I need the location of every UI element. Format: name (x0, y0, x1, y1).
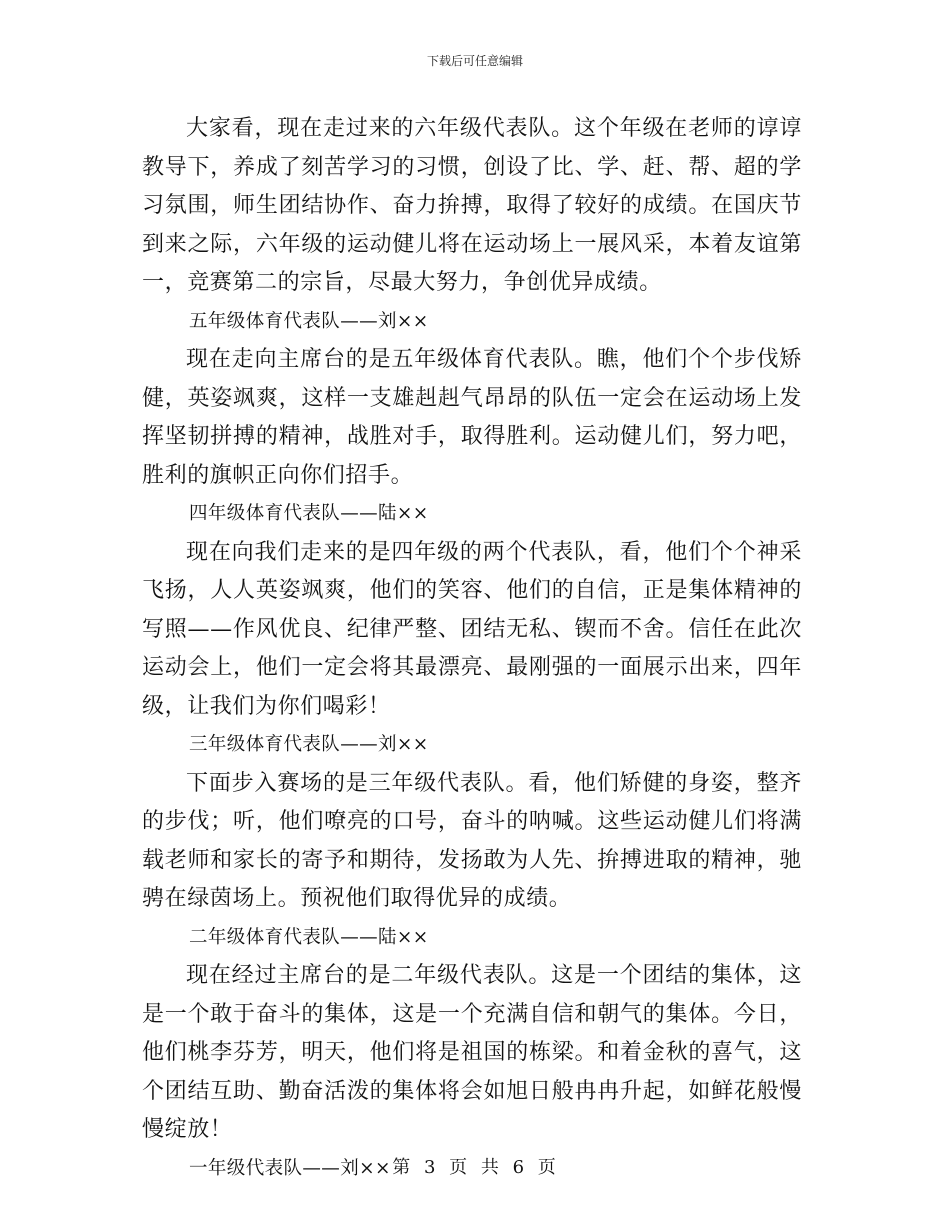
heading-grade1: 一年级代表队——刘×× (189, 1157, 391, 1179)
heading-grade5: 五年级体育代表队——刘×× (189, 310, 429, 332)
paragraph-grade2: 现在经过主席台的是二年级代表队。这是一个团结的集体，这是一个敢于奋斗的集体，这是一个充满自信和朝气的集体。今日，他们桃李芬芳，明天，他们将是祖国的栋梁。和着金秋的喜气，这个团结互助、勤奋活泼的集体将会如旭日般冉冉升起，如鲜花般慢慢绽放！ (142, 963, 802, 1142)
paragraph-grade4: 现在向我们走来的是四年级的两个代表队，看，他们个个神采飞扬，人人英姿飒爽，他们的笑容、他们的自信，正是集体精神的写照——作风优良、纪律严整、团结无私、锲而不舍。信任在此次运动会上，他们一定会将其最漂亮、最刚强的一面展示出来，四年级，让我们为你们喝彩！ (142, 539, 802, 719)
heading-grade3: 三年级体育代表队——刘×× (189, 734, 429, 755)
heading-grade2: 二年级体育代表队——陆×× (189, 926, 429, 948)
paragraph-grade3: 下面步入赛场的是三年级代表队。看，他们矫健的身姿，整齐的步伐；听，他们嘹亮的口号，奋斗的呐喊。这些运动健儿们将满载老师和家长的寄予和期待，发扬敢为人先、拚搏进取的精神，驰骋在绿茵场上。预祝他们取得优异的成绩。 (142, 770, 802, 911)
page-footer: 第 3 页 共 6 页 (392, 1157, 558, 1178)
document-body (142, 110, 802, 1188)
heading-grade4: 四年级体育代表队——陆×× (189, 503, 429, 524)
page-header: 下载后可任意编辑 (426, 54, 523, 68)
paragraph-grade5: 现在走向主席台的是五年级体育代表队。瞧，他们个个步伐矫健，英姿飒爽，这样一支雄赳赳气昂昂的队伍一定会在运动场上发挥坚韧拼搏的精神，战胜对手，取得胜利。运动健儿们，努力吧，胜利的旗帜正向你们招手。 (142, 347, 802, 488)
paragraph-grade6: 大家看，现在走过来的六年级代表队。这个年级在老师的谆谆教导下，养成了刻苦学习的习惯，创设了比、学、赶、帮、超的学习氛围，师生团结协作、奋力拚搏，取得了较好的成绩。在国庆节到来之际，六年级的运动健儿将在运动场上一展风采，本着友谊第一，竞赛第二的宗旨，尽最大努力，争创优异成绩。 (142, 116, 802, 295)
